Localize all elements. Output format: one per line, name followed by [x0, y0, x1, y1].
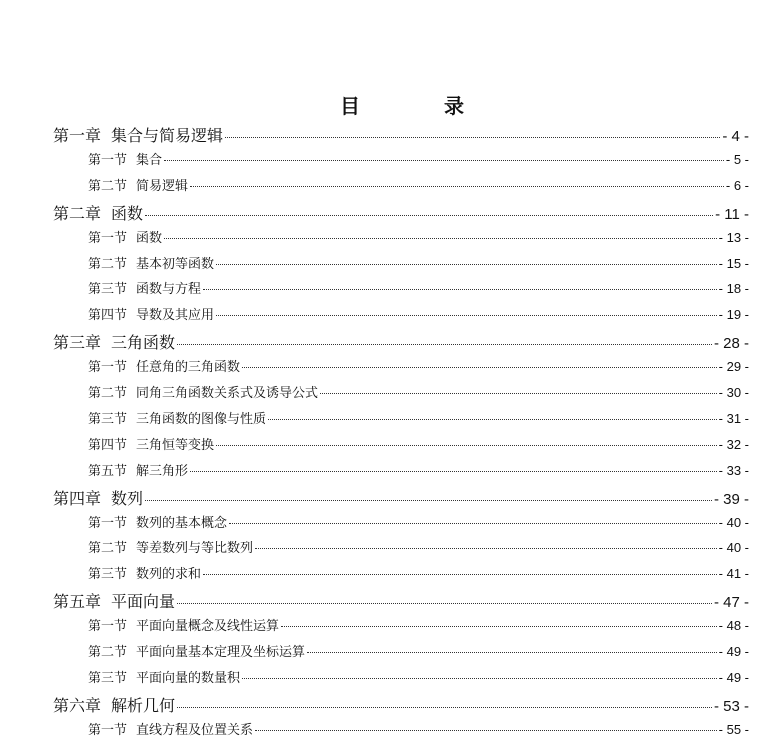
toc-page-number: - 49 - [718, 644, 749, 659]
toc-entry-number: 第三节 [88, 282, 128, 298]
toc-entry-number: 第一节 [88, 515, 128, 531]
toc-dot-leader [255, 730, 717, 731]
toc-entry-number: 第二节 [88, 645, 128, 660]
toc-dot-leader [203, 289, 717, 290]
toc-entry-title: 简易逻辑 [136, 178, 189, 194]
toc-dot-leader [242, 367, 717, 368]
toc-section-entry[interactable] [88, 460, 749, 480]
toc-page-number: - 48 - [718, 618, 749, 634]
toc-page-number: - 15 - [718, 255, 749, 271]
toc-chapter-entry[interactable] [53, 486, 749, 510]
toc-chapter-entry[interactable] [53, 123, 749, 147]
toc-page-number: - 4 - [722, 128, 749, 145]
toc-entry-number: 第一节 [88, 722, 128, 736]
toc-page-number: - 28 - [713, 335, 749, 353]
toc-section-entry[interactable] [88, 227, 749, 247]
toc-section-entry[interactable] [88, 382, 749, 402]
toc-section-entry[interactable] [88, 667, 749, 687]
toc-entry-title: 三角函数的图像与性质 [136, 411, 267, 427]
toc-dot-leader [190, 471, 717, 472]
toc-section-entry[interactable] [88, 408, 749, 428]
toc-page-number: - 5 - [725, 151, 749, 167]
toc-entry-title: 平面向量概念及线性运算 [136, 619, 280, 635]
toc-section-entry[interactable] [88, 356, 749, 376]
toc-entry-title: 直线方程及位置关系 [136, 722, 254, 736]
toc-title [0, 90, 779, 118]
toc-entry-title: 解三角形 [136, 463, 189, 479]
toc-dot-leader [242, 678, 717, 679]
toc-section-entry[interactable] [88, 175, 749, 195]
toc-entry-title: 解析几何 [111, 695, 176, 715]
toc-page-number: - 33 - [718, 462, 749, 478]
toc-entry-title: 平面向量 [111, 592, 176, 612]
toc-entry-number: 第三节 [88, 411, 128, 427]
toc-entry-number: 第二章 [53, 203, 102, 223]
toc-entry-title: 数列 [111, 488, 144, 508]
toc-entry-number: 第二节 [88, 178, 128, 194]
toc-entry-number: 第二节 [88, 541, 128, 557]
toc-section-entry[interactable] [88, 304, 749, 324]
toc-dot-leader [164, 160, 724, 161]
toc-section-entry[interactable] [88, 434, 749, 454]
toc-title-char-1: 目 [340, 94, 360, 118]
toc-entry-title: 平面向量基本定理及坐标运算 [136, 645, 306, 660]
toc-page-number: - 40 - [718, 540, 749, 556]
toc-page-number: - 32 - [718, 436, 749, 452]
toc-page-number: - 11 - [715, 205, 749, 223]
toc-dot-leader [164, 238, 717, 239]
toc-entry-number: 第三章 [53, 333, 102, 353]
toc-page-number: - 39 - [713, 490, 749, 508]
toc-dot-leader [268, 419, 717, 420]
toc-entry-title: 三角恒等变换 [136, 437, 215, 453]
toc-dot-leader [229, 523, 717, 524]
toc-dot-leader [320, 393, 717, 394]
toc-entry-title: 集合与简易逻辑 [111, 126, 224, 145]
toc-dot-leader [177, 344, 712, 345]
toc-page-number: - 30 - [718, 385, 749, 400]
toc-dot-leader [145, 215, 713, 216]
toc-entry-number: 第一节 [88, 152, 128, 168]
toc-page-number: - 6 - [725, 177, 749, 193]
toc-dot-leader [145, 500, 712, 501]
toc-entry-number: 第五节 [88, 463, 128, 479]
toc-dot-leader [307, 652, 717, 653]
toc-entry-title: 函数 [111, 203, 144, 223]
toc-chapter-entry[interactable] [53, 589, 749, 613]
toc-title-char-2: 录 [444, 94, 464, 118]
toc-entry-title: 集合 [136, 152, 163, 168]
toc-section-entry[interactable] [88, 278, 749, 298]
toc-page-number: - 41 - [718, 566, 749, 582]
toc-entry-number: 第三节 [88, 567, 128, 583]
toc-section-entry[interactable] [88, 512, 749, 532]
toc-entry-title: 数列的求和 [136, 567, 202, 583]
toc-page-number: - 55 - [718, 721, 749, 736]
toc-entry-title: 基本初等函数 [136, 256, 215, 272]
toc-dot-leader [177, 603, 712, 604]
toc-section-entry[interactable] [88, 615, 749, 635]
toc-entry-number: 第一节 [88, 230, 128, 246]
toc-entry-number: 第三节 [88, 670, 128, 686]
toc-dot-leader [177, 707, 712, 708]
toc-chapter-entry[interactable] [53, 693, 749, 717]
toc-entry-number: 第一节 [88, 360, 128, 376]
toc-dot-leader [190, 186, 724, 187]
toc-entry-number: 第六章 [53, 695, 102, 715]
toc-entry-title: 同角三角函数关系式及诱导公式 [136, 386, 319, 401]
toc-entry-title: 任意角的三角函数 [136, 360, 241, 376]
toc-entry-number: 第一节 [88, 619, 128, 635]
toc-dot-leader [203, 574, 717, 575]
toc-section-entry[interactable] [88, 719, 749, 736]
toc-page-number: - 49 - [718, 669, 749, 685]
toc-dot-leader [216, 264, 717, 265]
toc-entry-title: 等差数列与等比数列 [136, 541, 254, 557]
toc-entry-number: 第四节 [88, 437, 128, 453]
toc-page-number: - 13 - [718, 229, 749, 245]
toc-entry-title: 导数及其应用 [136, 308, 215, 324]
toc-entry-number: 第一章 [53, 126, 102, 145]
toc-dot-leader [216, 445, 717, 446]
toc-entry-title: 函数与方程 [136, 282, 202, 298]
toc-entry-title: 平面向量的数量积 [136, 670, 241, 686]
toc-page-number: - 47 - [713, 594, 749, 612]
toc-entry-number: 第二节 [88, 386, 128, 401]
toc-entry-number: 第四节 [88, 308, 128, 324]
toc-entry-title: 数列的基本概念 [136, 515, 228, 531]
toc-section-entry[interactable] [88, 253, 749, 273]
toc-section-entry[interactable] [88, 563, 749, 583]
toc-entry-number: 第五章 [53, 592, 102, 612]
toc-entry-number: 第二节 [88, 256, 128, 272]
toc-dot-leader [225, 137, 720, 138]
toc-page-number: - 40 - [718, 514, 749, 530]
toc-section-entry[interactable] [88, 641, 749, 661]
toc-entry-title: 函数 [136, 230, 163, 246]
toc-entry-number: 第四章 [53, 488, 102, 508]
toc-chapter-entry[interactable] [53, 201, 749, 225]
toc-entry-title: 三角函数 [111, 333, 176, 353]
toc-dot-leader [255, 548, 717, 549]
toc-page-number: - 31 - [718, 410, 749, 426]
toc-page-number: - 53 - [713, 697, 749, 715]
toc-dot-leader [216, 315, 717, 316]
toc-page-number: - 29 - [718, 359, 749, 375]
toc-chapter-entry[interactable] [53, 330, 749, 354]
toc-page-number: - 18 - [718, 281, 749, 297]
toc-section-entry[interactable] [88, 537, 749, 557]
toc-page-number: - 19 - [718, 307, 749, 323]
toc-dot-leader [281, 626, 717, 627]
toc-section-entry[interactable] [88, 149, 749, 169]
